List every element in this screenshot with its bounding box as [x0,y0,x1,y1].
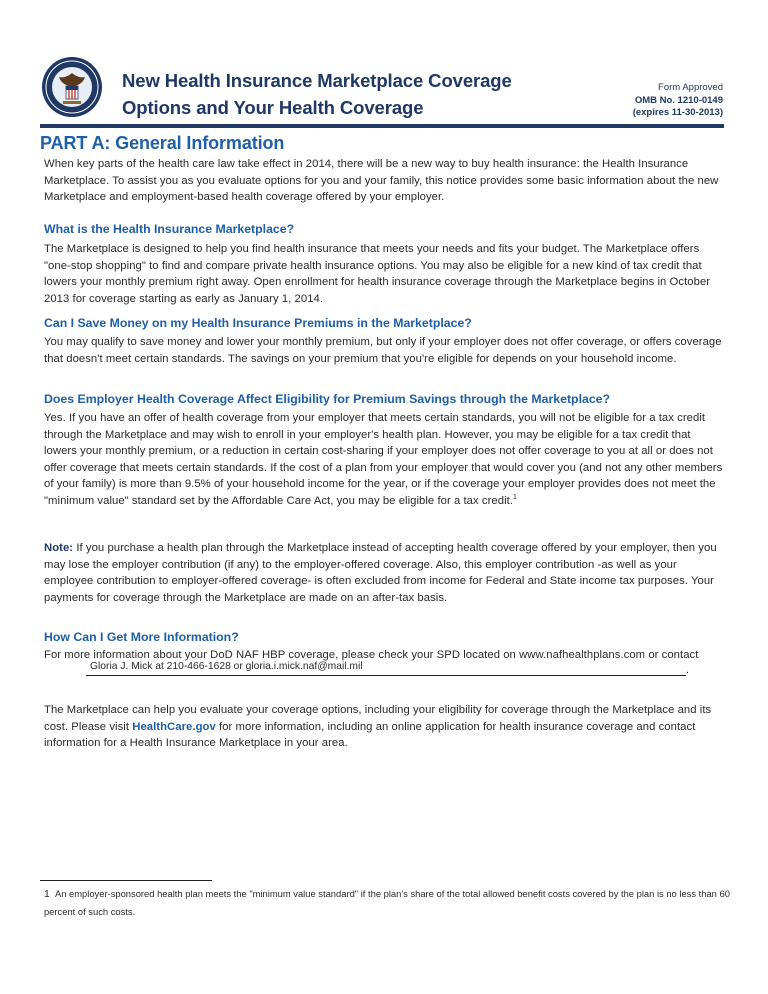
footnote-number: 1 [44,888,50,900]
marketplace-help-before: The Marketplace can help you evaluate your coverage options, including your eligibility for coverage through the Marketplace and its cost. Please visit [44,704,712,733]
note-body: If you purchase a health plan through the Marketplace instead of accepting health coverage offered by your employer, then you may lose the employer contribution (if any) to the employer-offered coverage. Also, this employer contribution -as well as your employee contribution to employer-offered coverage- is often excluded from income for Federal and State income tax purposes. Your payments for coverage through the Marketplace are made on an after-tax basis. [44,542,717,604]
omb-approval-box [633,82,723,120]
save-money-heading: Can I Save Money on my Health Insurance Premiums in the Marketplace? [44,316,472,330]
intro-paragraph: When key parts of the health care law take effect in 2014, there will be a new way to buy health insurance: the Health Insurance Marketplace. To assist you as you evaluate options for you and your family, this notice provides some basic information about the new Marketplace and employment-based health coverage offered by your employer. [44,158,719,204]
contact-fill-field[interactable]: Gloria J. Mick at 210-466-1628 or gloria.i.mick.naf@mail.mil [90,661,363,672]
more-info-heading: How Can I Get More Information? [44,630,239,644]
footnote-reference: 1 [513,494,517,502]
marketplace-help-paragraph [44,702,726,752]
footnote [44,885,734,920]
what-is-marketplace-heading: What is the Health Insurance Marketplace? [44,222,295,236]
healthcare-gov-link[interactable]: HealthCare.gov [132,720,216,733]
form-title-line2: Options and Your Health Coverage [122,97,424,118]
form-title [122,67,602,121]
note-paragraph [44,540,726,606]
expiration-date: (expires 11-30-2013) [632,107,723,118]
part-a-heading: PART A: General Information [40,133,285,153]
contact-period: . [686,664,690,676]
marketplace-help-after: for more information, including an online application for health insurance coverage and contact information for a Health Insurance Marketplace in your area. [44,720,696,750]
contact-underline [86,675,686,676]
form-title-line1: New Health Insurance Marketplace Coverage [122,70,512,91]
form-approved-label: Form Approved [658,82,723,93]
header-divider [40,124,724,128]
what-is-marketplace-body: The Marketplace is designed to help you find health insurance that meets your needs and fits your budget. The Marketplace offers "one-stop shopping" to find and compare private health insurance options. You may also be eligible for a new kind of tax credit that lowers your monthly premium right away. Open enrollment for health insurance coverage through the Marketplace begins in October 2013 for coverage starting as early as January 1, 2014. [44,243,711,305]
employer-coverage-text: Yes. If you have an offer of health coverage from your employer that meets certain standards, you will not be eligible for a tax credit through the Marketplace and may wish to enroll in your employer's health plan. However, you may be eligible for a tax credit that lowers your monthly premium, or a reduction in certain cost-sharing if your employer does not offer coverage to you at all or does not offer coverage that meets certain standards. If the cost of a plan from your employer that would cover you (and not any other members of your family) is more than 9.5% of your household income for the year, or if the coverage your employer provides does not meet the "minimum value" standard set by the Affordable Care Act, you may be eligible for a tax credit. [44,412,723,507]
note-label: Note: [44,542,74,554]
employer-coverage-heading: Does Employer Health Coverage Affect Eligibility for Premium Savings through the Marketplace? [44,392,611,406]
more-info-body: For more information about your DoD NAF HBP coverage, please check your SPD located on www.nafhealthplans.com or contact [44,649,699,661]
department-of-labor-seal-icon [41,56,103,118]
footnote-divider [40,880,212,881]
omb-number: OMB No. 1210-0149 [634,94,723,106]
employer-coverage-body [44,410,726,510]
footnote-text: An employer-sponsored health plan meets the "minimum value standard" if the plan's share of the total allowed benefit costs covered by the plan is no less than 60 percent of such costs. [44,888,730,917]
save-money-body: You may qualify to save money and lower your monthly premium, but only if your employer does not offer coverage, or offers coverage that doesn't meet certain standards. The savings on your premium that you're eligible for depends on your household income. [44,336,722,365]
